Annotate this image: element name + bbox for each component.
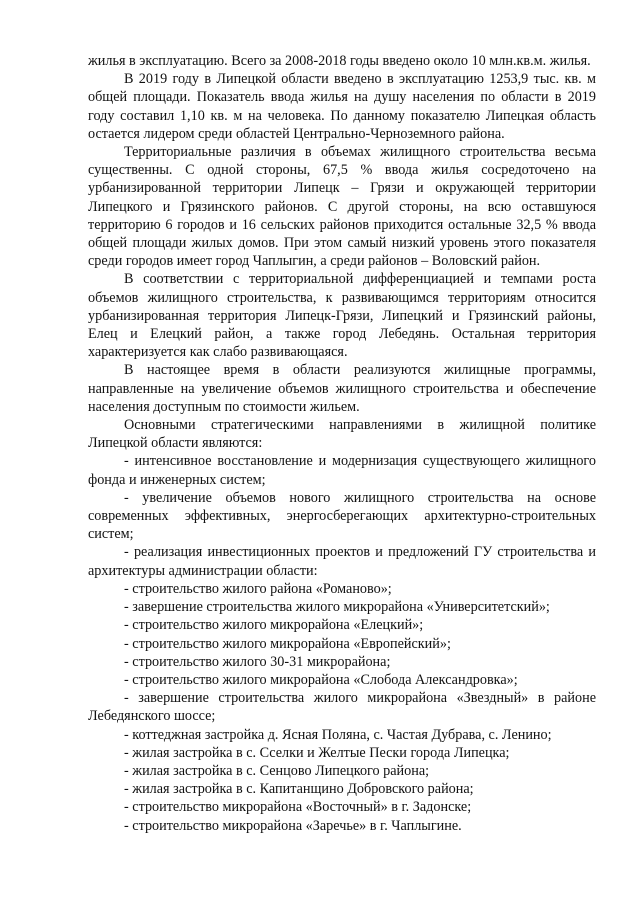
document-page [88, 52, 596, 835]
list-item: - строительство жилого микрорайона «Елецкий»; [124, 617, 424, 634]
list-item: - строительство жилого микрорайона «Слобода Александровка»; [124, 671, 518, 688]
list-item: - завершение строительства жилого микрорайона «Звездный» в районе Лебедянского шоссе; [88, 690, 596, 725]
list-item: - жилая застройка в с. Сенцово Липецкого района; [124, 762, 430, 779]
paragraph-developing-territories: В соответствии с территориальной дифференциацией и темпами роста объемов жилищного строительства, к развивающимся территориям относится урбанизированная территория Липецк-Грязи, Липецкий и Грязинский районы, Елец и Елецкий район, а также город Лебедянь. Остальная территория характеризуется как слабо развивающаяся. [88, 271, 596, 361]
list-item: - жилая застройка в с. Сселки и Желтые Пески города Липецка; [124, 744, 510, 761]
paragraph-strategic-directions-intro: Основными стратегическими направлениями в жилищной политике Липецкой области являются: [88, 417, 596, 452]
list-item: - строительство жилого района «Романово»; [124, 580, 392, 597]
paragraph-housing-total: жилья в эксплуатацию. Всего за 2008-2018 годы введено около 10 млн.кв.м. жилья. [88, 53, 591, 69]
list-item: - строительство микрорайона «Восточный» в г. Задонске; [124, 799, 472, 816]
list-item: - строительство жилого микрорайона «Европейский»; [124, 635, 451, 652]
list-item: - коттеджная застройка д. Ясная Поляна, с. Частая Дубрава, с. Ленино; [124, 726, 552, 743]
paragraph-2019-commissioning: В 2019 году в Липецкой области введено в эксплуатацию 1253,9 тыс. кв. м общей площади. Показатель ввода жилья на душу населения по области в 2019 году составил 1,10 кв. м на человека. По данному показателю Липецкая область остается лидером среди областей Центрально-Черноземного района. [88, 71, 596, 142]
list-item: - увеличение объемов нового жилищного строительства на основе современных эффективных, энергосберегающих архитектурно-строительных систем; [88, 489, 596, 543]
projects-list [88, 580, 596, 835]
list-item: - жилая застройка в с. Капитанщино Добровского района; [124, 781, 474, 798]
list-item: - реализация инвестиционных проектов и предложений ГУ строительства и архитектуры администрации области: [88, 544, 596, 579]
list-item: - строительство жилого 30-31 микрорайона; [124, 653, 391, 670]
list-item: - завершение строительства жилого микрорайона «Университетский»; [124, 599, 550, 616]
paragraph-housing-programs: В настоящее время в области реализуются жилищные программы, направленные на увеличение объемов жилищного строительства и обеспечение населения доступным по стоимости жильем. [88, 362, 596, 415]
paragraph-territorial-differences: Территориальные различия в объемах жилищного строительства весьма существенны. С одной стороны, 67,5 % ввода жилья сосредоточено на урбанизированной территории Липецк – Грязи и окружающей территории Липецкого и Грязинского районов. С другой стороны, на всю оставшуюся территорию 6 городов и 16 сельских районов приходится остальные 32,5 % ввода общей площади жилых домов. При этом самый низкий уровень этого показателя среди городов имеет город Чаплыгин, а среди районов – Воловский район. [88, 144, 596, 270]
strategic-directions-list [88, 452, 596, 579]
list-item: - интенсивное восстановление и модернизация существующего жилищного фонда и инженерных систем; [88, 453, 596, 488]
list-item: - строительство микрорайона «Заречье» в г. Чаплыгине. [124, 817, 462, 834]
